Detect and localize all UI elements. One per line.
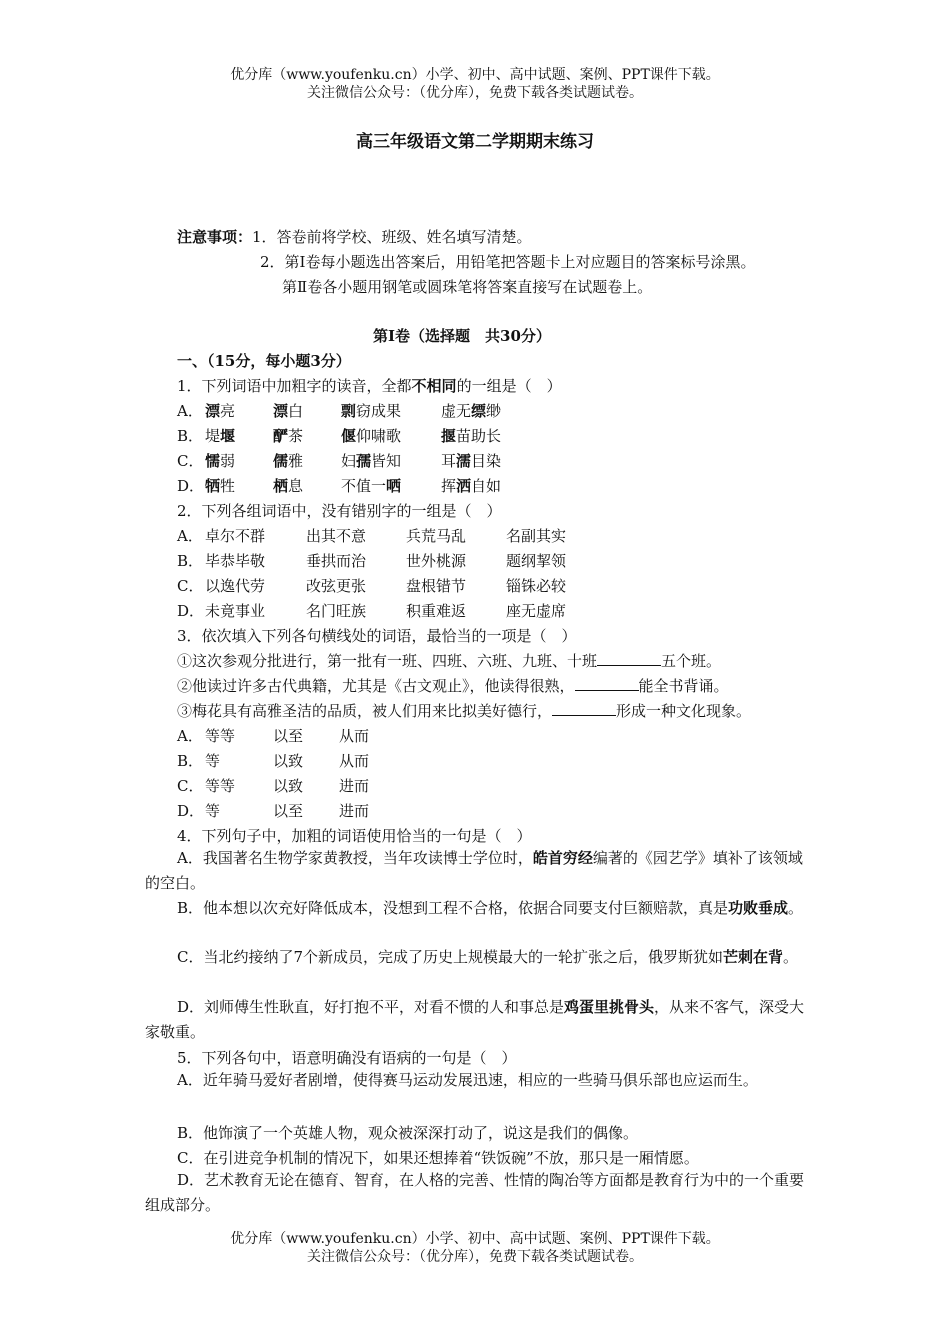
sentence-text: ③梅花具有高雅圣洁的品质，被人们用来比拟美好德行， [177,702,553,720]
notice-item-1: 1．答卷前将学校、班级、姓名填写清楚。 [252,228,532,246]
bold-char: 剽 [341,402,357,420]
option-label: D． [177,602,205,620]
sentence-text: 形成一种文化现象。 [616,702,752,720]
q1-option-c [177,451,501,471]
option-label: B． [177,427,204,445]
option-label: B． [177,552,204,570]
notice-label: 注意事项： [177,228,253,246]
q1-stem [177,376,562,396]
q2-option-b [177,551,566,571]
option-word: 垂拱而治 [306,552,367,570]
page-header [0,66,950,102]
option-word: 盘根错节 [406,577,467,595]
word-pre: 挥 [441,477,457,495]
option-word: 积重难返 [406,602,467,620]
part-heading: 一、（15分，每小题3分） [177,352,351,370]
bold-term: 皓首穷经 [532,849,593,867]
word-rest: 亮 [220,402,236,420]
word-rest: 缈 [486,402,502,420]
q3-sentence-1 [177,651,721,671]
bold-char: 洒 [456,477,472,495]
sentence-text: 五个班。 [661,652,722,670]
q4-option-d [145,995,807,1045]
word-pre: 堤 [205,427,221,445]
q5-option-b: B．他饰演了一个英雄人物，观众被深深打动了，说这是我们的偶像。 [177,1124,639,1142]
bold-char: 懦 [205,452,221,470]
q3-option-b [177,751,369,771]
fill-blank[interactable] [597,651,661,666]
sentence-text: ②他读过许多古代典籍，尤其是《古文观止》，他读得很熟， [177,677,575,695]
option-text: 。 [783,948,799,966]
option-word: 以至 [273,727,304,745]
fill-blank[interactable] [575,676,639,691]
option-label: A． [177,727,203,745]
q3-option-a [177,726,369,746]
q2-option-a [177,526,566,546]
q2-option-c [177,576,566,596]
q3-option-d [177,801,369,821]
option-word: 毕恭毕敬 [205,552,266,570]
word-pre: 耳 [441,452,457,470]
q3-sentence-2 [177,676,729,696]
option-word: 以致 [273,777,304,795]
option-text: C．当北约接纳了7个新成员，完成了历史上规模最大的一轮扩张之后，俄罗斯犹如 [177,948,724,966]
bold-char: 栖 [273,477,289,495]
option-label: C． [177,452,204,470]
word-rest: 雅 [288,452,304,470]
option-word: 以致 [273,752,304,770]
footer-line-2: 关注微信公众号：（优分库），免费下载各类试题试卷。 [307,1249,643,1265]
footer-line-1: 优分库（www.youfenku.cn）小学、初中、高中试题、案例、PPT课件下载。 [230,1231,720,1247]
bold-term: 功败垂成 [728,899,789,917]
word-rest: 弱 [220,452,236,470]
option-word: 进而 [339,802,370,820]
bold-char: 孺 [356,452,372,470]
bold-char: 哂 [386,477,402,495]
q4-option-a [145,846,807,896]
word-pre: 妇 [341,452,357,470]
q1-stem-pre: 1．下列词语中加粗字的读音，全都 [177,377,412,395]
word-rest: 牲 [220,477,236,495]
word-rest: 苗助长 [456,427,502,445]
bold-char: 漂 [273,402,289,420]
header-line-2: 关注微信公众号：（优分库），免费下载各类试题试卷。 [307,85,643,101]
notice-line-1 [177,227,532,247]
q1-stem-bold: 不相同 [411,377,457,395]
q1-option-d [177,476,501,496]
option-label: B． [177,752,204,770]
option-word: 从而 [339,752,370,770]
word-rest: 皆知 [371,452,402,470]
option-word: 等等 [205,727,236,745]
word-rest: 息 [288,477,304,495]
option-word: 名门旺族 [306,602,367,620]
option-word: 卓尔不群 [205,527,266,545]
q1-option-a [177,401,501,421]
q5-option-d: D．艺术教育无论在德育、智育，在人格的完善、性情的陶冶等方面都是教育行为中的一个重要组成部分。 [145,1171,805,1214]
option-word: 等 [205,802,221,820]
q1-stem-post: 的一组是（ ） [456,377,562,395]
option-word: 以至 [273,802,304,820]
section-heading: 第Ⅰ卷（选择题 共30分） [373,327,551,345]
q1-option-b [177,426,501,446]
q2-stem: 2．下列各组词语中，没有错别字的一组是（ ） [177,502,502,520]
option-text: 。 [788,899,804,917]
word-rest: 自如 [471,477,502,495]
option-label: C． [177,777,204,795]
q4-option-c [145,945,807,970]
bold-term: 鸡蛋里挑骨头 [564,998,655,1016]
option-text: B．他本想以次充好降低成本，没想到工程不合格，依据合同要支付巨额赔款，真是 [177,899,729,917]
page-footer [0,1230,950,1266]
option-text: ，从来不客气，深受大家敬重。 [145,998,805,1041]
notice-item-2: 2．第Ⅰ卷每小题选出答案后，用铅笔把答题卡上对应题目的答案标号涂黑。 [260,253,756,271]
option-word: 名副其实 [506,527,567,545]
option-label: A． [177,402,203,420]
option-text: D．刘师傅生性耿直，好打抱不平，对看不惯的人和事总是 [177,998,565,1016]
option-label: D． [177,477,205,495]
word-pre: 虚无 [441,402,472,420]
word-pre: 不值一 [341,477,387,495]
word-rest: 窃成果 [356,402,402,420]
fill-blank[interactable] [552,701,616,716]
option-word: 座无虚席 [506,602,567,620]
option-word: 兵荒马乱 [406,527,467,545]
option-label: D． [177,802,205,820]
option-word: 从而 [339,727,370,745]
q5-option-c: C．在引进竞争机制的情况下，如果还想捧着“铁饭碗”不放，那只是一厢情愿。 [177,1149,699,1167]
header-line-1: 优分库（www.youfenku.cn）小学、初中、高中试题、案例、PPT课件下载。 [230,67,720,83]
option-word: 锱铢必较 [506,577,567,595]
option-text: A．我国著名生物学家黄教授，当年攻读博士学位时， [177,849,533,867]
bold-char: 漂 [205,402,221,420]
sentence-text: ①这次参观分批进行，第一批有一班、四班、六班、九班、十班 [177,652,598,670]
q3-option-c [177,776,369,796]
bold-char: 牺 [205,477,221,495]
word-rest: 白 [288,402,304,420]
q2-option-d [177,601,566,621]
option-word: 等 [205,752,221,770]
option-text: 编著的《园艺学》填补了该领域的空白。 [145,849,803,892]
word-rest: 目染 [471,452,502,470]
option-word: 世外桃源 [406,552,467,570]
bold-char: 堰 [220,427,236,445]
bold-term: 芒刺在背 [723,948,784,966]
bold-char: 揠 [441,427,457,445]
option-word: 未竟事业 [205,602,266,620]
option-word: 出其不意 [306,527,367,545]
option-word: 等等 [205,777,236,795]
q3-stem: 3．依次填入下列各句横线处的词语，最恰当的一项是（ ） [177,627,577,645]
option-word: 题纲挈领 [506,552,567,570]
bold-char: 儒 [273,452,289,470]
option-label: C． [177,577,204,595]
bold-char: 偃 [341,427,357,445]
option-word: 进而 [339,777,370,795]
bold-char: 濡 [456,452,472,470]
sentence-text: 能全书背诵。 [638,677,729,695]
q5-option-a: A．近年骑马爱好者剧增，使得赛马运动发展迅速，相应的一些骑马俱乐部也应运而生。 [177,1071,758,1089]
q3-sentence-3 [177,701,751,721]
bold-char: 缥 [471,402,487,420]
notice-item-2b: 第Ⅱ卷各小题用钢笔或圆珠笔将答案直接写在试题卷上。 [282,278,653,296]
option-word: 改弦更张 [306,577,367,595]
page-title: 高三年级语文第二学期期末练习 [356,132,594,152]
word-rest: 仰啸歌 [356,427,402,445]
q4-stem: 4．下列句子中，加粗的词语使用恰当的一句是（ ） [177,827,532,845]
word-rest: 茶 [288,427,304,445]
bold-char: 酽 [273,427,289,445]
option-label: A． [177,527,203,545]
q4-option-b [145,896,807,921]
q5-stem: 5．下列各句中，语意明确没有语病的一句是（ ） [177,1049,517,1067]
option-word: 以逸代劳 [205,577,266,595]
